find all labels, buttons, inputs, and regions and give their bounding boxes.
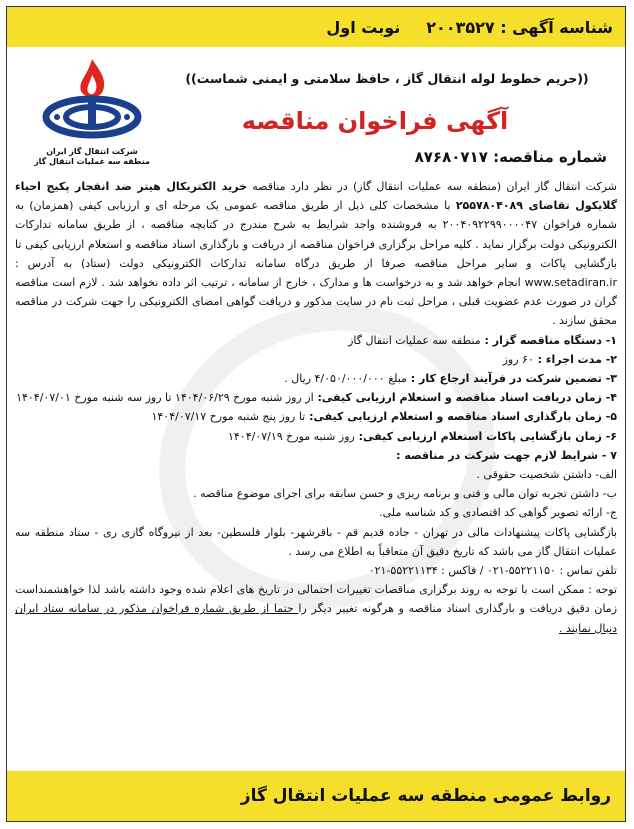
condition-item: الف- داشتن شخصیت حقوقی . [476,468,617,482]
item-label: ۳- تضمین شرکت در فرآیند ارجاع کار : [406,372,617,386]
item-text: مبلغ ۴/۰۵۰/۰۰۰/۰۰۰ ریال . [284,372,407,386]
ad-body [15,177,617,638]
notice [15,580,617,638]
condition-item: ج- ارائه تصویر گواهی کد اقتصادی و کد شناسه ملی. [379,506,617,520]
notice-part1: توجه : ممکن است با توجه به روند برگزاری مناقصات تغییرات احتمالی در تاریخ های اعلام شده وجود داشته باشد لذا خواهشمنداست زمان دقیق دریافت و بارگذاری اسناد مناقصه و هرگونه تغییر دیگر را [15,583,618,616]
opening-note: بازگشایی پاکات پیشنهادات مالی در تهران - جاده قدیم قم - باقرشهر- بلوار فلسطین- بعد از نیروگاه گازی ری - ستاد منطقه سه عملیات انتقال گاز می باشد که تاریخ دقیق آن متعاقباً به اطلاع می رسد . [15,525,617,558]
page-title: آگهی فراخوان مناقصه [241,107,509,135]
tender-number: شماره مناقصه: ۸۷۶۸۰۷۱۷ [414,148,607,166]
intro-part1: شرکت انتقال گاز ایران (منطقه سه عملیات انتقال گاز) در نظر دارد مناقصه [247,180,617,193]
ad-id: شناسه آگهی : ۲۰۰۳۵۲۷ [426,17,613,37]
condition-item: ب- داشتن تجربه توان مالی و فنی و برنامه ریزی و حسن سابقه برای اجرای موضوع مناقصه . [193,487,617,501]
intro-paragraph [15,177,617,331]
logo-caption-line1: شرکت انتقال گاز ایران [46,147,138,156]
top-banner [7,7,625,47]
item-text: منطقه سه عملیات انتقال گاز [348,333,481,347]
item-label: ۵- زمان بارگذاری اسناد مناقصه و استعلام ارزیابی کیفی: [305,410,617,424]
item-label: ۷ - شرایط لازم جهت شرکت در مناقصه : [396,448,617,462]
item-label: ۴- زمان دریافت اسناد مناقصه و استعلام ارزیابی کیفی: [313,391,617,405]
privacy-note: ((حریم خطوط لوله انتقال گاز ، حافظ سلامتی و ایمنی شماست)) [185,71,589,86]
logo-caption [27,147,157,167]
notice-part2: حتما از طریق شماره فراخوان مذکور در سامانه ستاد ایران دنبال نمایند . [15,602,617,635]
tender-subject: خرید الکتریکال هیتر ضد انفجار پکیج احیاء گلایکول تقاضای ۲۵۵۷۸۰۴۰۸۹ [15,180,617,213]
newspaper-ad [6,6,626,822]
list-item [15,446,617,465]
list-item [15,350,617,369]
item-text: روز شنبه مورخ ۱۴۰۴/۰۷/۱۹ [227,429,355,443]
list-item [15,388,617,407]
item-label: ۱- دستگاه مناقصه گزار : [480,333,617,347]
publication-round: نوبت اول [326,17,401,37]
list-item [15,331,617,350]
contact-info: تلفن تماس : ۵۵۲۲۱۱۵۰-۰۲۱ / فاکس : ۵۵۲۲۱۱۳۴-۰۲۱ [368,564,617,578]
list-item [15,427,617,446]
logo-caption-line2: منطقه سه عملیات انتقال گاز [34,157,150,166]
list-item [15,407,617,426]
company-logo [27,57,157,177]
intro-part2: با مشخصات کلی ذیل از طریق مناقصه عمومی یک مرحله ای و ارزیابی کیفی (همزمان) به شماره فراخوان ۲۰۰۴۰۹۲۲۹۹۰۰۰۰۴۷ به فروشنده واجد شرایط به شرح مندرج در کتابچه مناقصه ، از طریق سامانه تدارکات الکترونیکی دولت برگزار نماید . کلیه مراحل برگزاری فراخوان مناقصه از دریافت و بارگذاری اسناد مناقصه و استعلام ارزیابی کیفی تا بازگشایی پاکات و سایر مراحل مناقصه صرفا از طریق درگاه سامانه تدارکات الکترونیکی دولت (ستاد) به آدرس : www.setadiran.ir انجام خواهد شد و به درخواست ها و مدارک ، خارج از سامانه ، ترتیب اثر داده نخواهد شد . لازم است مناقصه گران در صورت عدم عضویت قبلی ، مراحل ثبت نام در سایت مذکور و دریافت گواهی امضای الکترونیکی را جهت شرکت در مناقصه محقق سازند . [15,199,618,328]
list-item [15,369,617,388]
item-text: تا روز پنج شنبه مورخ ۱۴۰۴/۰۷/۱۷ [151,410,306,424]
item-text: ۶۰ روز [502,352,534,366]
item-label: ۶- زمان بازگشایی پاکات استعلام ارزیابی کیفی: [354,429,617,443]
item-label: ۲- مدت اجراء : [533,352,617,366]
gas-company-logo-icon [37,57,147,145]
footer-banner [7,771,625,821]
item-text: از روز شنبه مورخ ۱۴۰۴/۰۶/۲۹ تا روز سه شنبه مورخ ۱۴۰۴/۰۷/۰۱ [16,391,314,405]
footer-text: روابط عمومی منطقه سه عملیات انتقال گاز [240,786,611,806]
